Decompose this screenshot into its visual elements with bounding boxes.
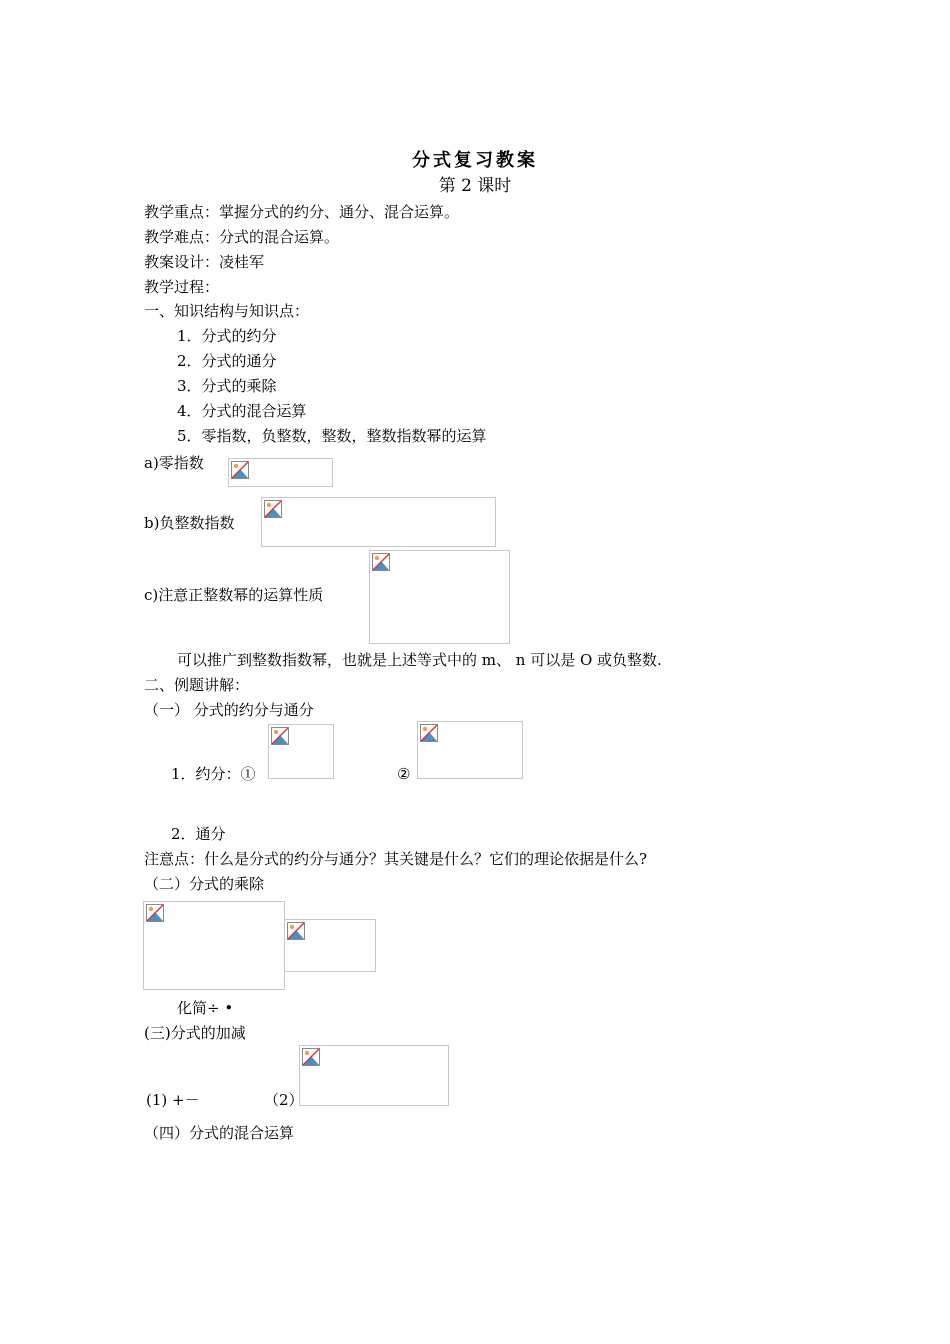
broken-image-icon bbox=[284, 919, 376, 972]
knowledge-item: 5．零指数，负整数，整数，整数指数幂的运算 bbox=[177, 427, 487, 445]
teaching-process: 教学过程： bbox=[144, 278, 220, 296]
lesson-designer: 教案设计：凌桂军 bbox=[144, 253, 265, 271]
add-example-1: (1) +－ bbox=[146, 1091, 200, 1109]
broken-image-icon bbox=[228, 458, 333, 487]
common-denominator-label: 2．通分 bbox=[171, 825, 226, 843]
lesson-number: 第 2 课时 bbox=[438, 176, 512, 196]
teaching-focus: 教学重点：掌握分式的约分、通分、混合运算。 bbox=[144, 203, 460, 221]
broken-image-icon bbox=[369, 550, 510, 644]
broken-image-icon bbox=[268, 724, 334, 779]
knowledge-item: 1．分式的约分 bbox=[177, 327, 277, 345]
negative-exponent-label: b)负整数指数 bbox=[144, 514, 235, 532]
power-properties-label: c)注意正整数幂的运算性质 bbox=[144, 586, 324, 604]
knowledge-item: 3．分式的乘除 bbox=[177, 377, 277, 395]
knowledge-item: 2．分式的通分 bbox=[177, 352, 277, 370]
simplify-label: 化简÷ • bbox=[177, 999, 234, 1017]
section2-heading: 二、例题讲解： bbox=[144, 676, 250, 694]
subsection-reduce-common: （一） 分式的约分与通分 bbox=[144, 701, 314, 719]
subsection-mixed-operations: （四）分式的混合运算 bbox=[144, 1124, 295, 1142]
subsection-add-subtract: (三)分式的加减 bbox=[144, 1024, 246, 1042]
knowledge-item: 4．分式的混合运算 bbox=[177, 402, 307, 420]
attention-note: 注意点：什么是分式的约分与通分？其关键是什么？它们的理论依据是什么? bbox=[144, 850, 648, 868]
broken-image-icon bbox=[261, 497, 496, 547]
teaching-difficulty: 教学难点：分式的混合运算。 bbox=[144, 228, 340, 246]
broken-image-icon bbox=[417, 721, 523, 779]
example-number-2: ② bbox=[397, 765, 411, 783]
integer-exponent-note: 可以推广到整数指数幂，也就是上述等式中的 m、 n 可以是 O 或负整数. bbox=[177, 651, 662, 669]
broken-image-icon bbox=[299, 1045, 449, 1106]
broken-image-icon bbox=[143, 901, 285, 990]
document-title: 分式复习教案 bbox=[412, 150, 538, 171]
add-example-2: （2） bbox=[264, 1091, 304, 1109]
subsection-multiply-divide: （二）分式的乘除 bbox=[144, 875, 265, 893]
section1-heading: 一、知识结构与知识点： bbox=[144, 302, 310, 320]
zero-exponent-label: a)零指数 bbox=[144, 454, 204, 472]
reduce-example-label: 1．约分：① bbox=[171, 765, 256, 783]
